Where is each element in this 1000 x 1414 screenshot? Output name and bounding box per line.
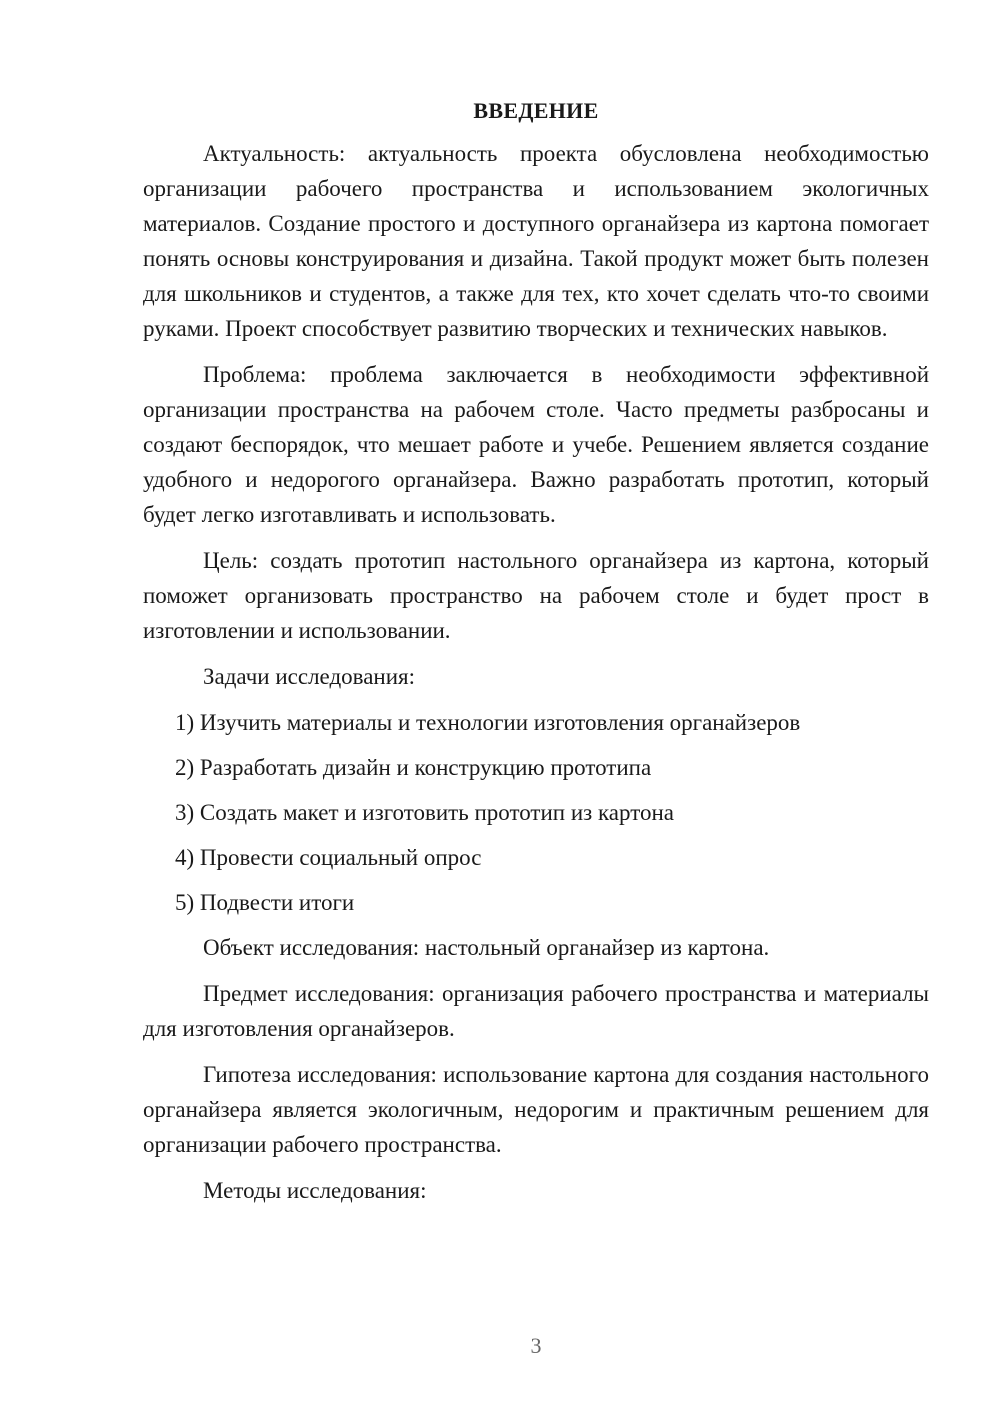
paragraph-hypothesis: Гипотеза исследования: использование картона для создания настольного органайзера является экологичным, недорогим и практичным решением для организации рабочего пространства. [143, 1062, 929, 1157]
paragraph-methods: Методы исследования: [203, 1178, 427, 1203]
page-content [143, 96, 929, 1219]
paragraph-subject: Предмет исследования: организация рабочего пространства и материалы для изготовления органайзеров. [143, 981, 929, 1041]
list-item: 2) Разработать дизайн и конструкцию прототипа [175, 755, 652, 780]
paragraph-tasks-heading: Задачи исследования: [203, 664, 416, 689]
list-item: 4) Провести социальный опрос [175, 845, 482, 870]
task-list [143, 705, 929, 920]
list-item: 1) Изучить материалы и технологии изготовления органайзеров [175, 710, 801, 735]
list-item: 5) Подвести итоги [175, 890, 355, 915]
paragraph-problem: Проблема: проблема заключается в необходимости эффективной организации пространства на рабочем столе. Часто предметы разбросаны и создают беспорядок, что мешает работе и учебе. Решением является создание удобного и недорогого органайзера. Важно разработать прототип, который будет легко изготавливать и использовать. [143, 362, 929, 527]
page-title: ВВЕДЕНИЕ [473, 98, 599, 123]
list-item: 3) Создать макет и изготовить прототип из картона [175, 800, 674, 825]
paragraph-object: Объект исследования: настольный органайзер из картона. [203, 935, 770, 960]
page-number: 3 [530, 1333, 542, 1358]
paragraph-goal: Цель: создать прототип настольного органайзера из картона, который поможет организовать пространство на рабочем столе и будет прост в изготовлении и использовании. [143, 548, 929, 643]
paragraph-relevance: Актуальность: актуальность проекта обусловлена необходимостью организации рабочего пространства и использованием экологичных материалов. Создание простого и доступного органайзера из картона помогает понять основы конструирования и дизайна. Такой продукт может быть полезен для школьников и студентов, а также для тех, кто хочет сделать что-то своими руками. Проект способствует развитию творческих и технических навыков. [143, 141, 929, 341]
